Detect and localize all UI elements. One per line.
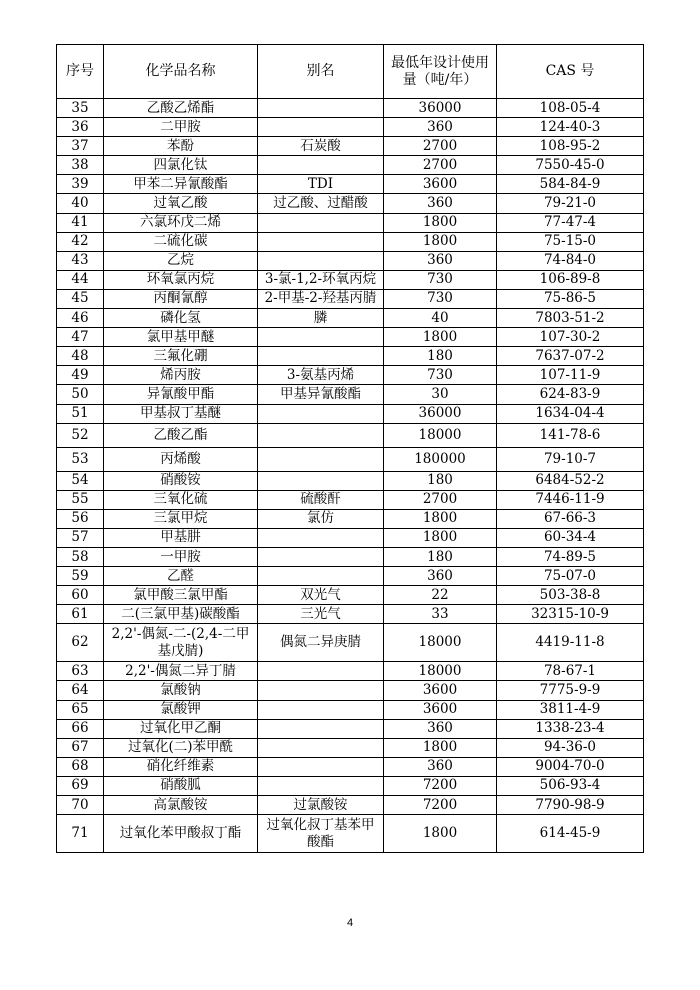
table-row [57, 547, 644, 566]
cell-min-usage: 1800 [384, 815, 497, 853]
cell-alias [258, 681, 384, 700]
cell-chemical-name: 2,2'-偶氮-二-(2,4-二甲基戊腈) [104, 624, 258, 662]
cell-chemical-name: 苯酚 [104, 137, 258, 156]
table-row [57, 681, 644, 700]
cell-min-usage: 730 [384, 366, 497, 385]
table-row [57, 232, 644, 251]
cell-chemical-name: 乙醛 [104, 567, 258, 586]
cell-alias [258, 776, 384, 795]
cell-index: 53 [57, 447, 104, 471]
table-row [57, 423, 644, 447]
cell-alias: 氯仿 [258, 509, 384, 528]
cell-index: 45 [57, 289, 104, 308]
cell-chemical-name: 过氧化甲乙酮 [104, 719, 258, 738]
table-row [57, 757, 644, 776]
cell-index: 35 [57, 99, 104, 118]
cell-chemical-name: 烯丙胺 [104, 366, 258, 385]
cell-cas: 108-95-2 [497, 137, 644, 156]
cell-alias [258, 662, 384, 681]
cell-min-usage: 22 [384, 586, 497, 605]
cell-chemical-name: 高氯酸铵 [104, 796, 258, 815]
cell-cas: 107-30-2 [497, 328, 644, 347]
cell-min-usage: 2700 [384, 137, 497, 156]
table-row [57, 796, 644, 815]
cell-cas: 67-66-3 [497, 509, 644, 528]
cell-cas: 60-34-4 [497, 528, 644, 547]
table-row [57, 404, 644, 423]
cell-alias: 三光气 [258, 605, 384, 624]
table-row [57, 251, 644, 270]
cell-index: 60 [57, 586, 104, 605]
table-row [57, 385, 644, 404]
cell-index: 40 [57, 194, 104, 213]
header-cas: CAS 号 [497, 45, 644, 99]
cell-index: 38 [57, 156, 104, 175]
table-row [57, 586, 644, 605]
table-row [57, 471, 644, 490]
cell-alias [258, 213, 384, 232]
cell-alias [258, 528, 384, 547]
cell-cas: 7775-9-9 [497, 681, 644, 700]
cell-cas: 584-84-9 [497, 175, 644, 194]
cell-cas: 7790-98-9 [497, 796, 644, 815]
table-row [57, 567, 644, 586]
table-row [57, 194, 644, 213]
cell-min-usage: 2700 [384, 156, 497, 175]
cell-cas: 141-78-6 [497, 423, 644, 447]
table-row [57, 289, 644, 308]
cell-chemical-name: 甲基叔丁基醚 [104, 404, 258, 423]
table-row [57, 213, 644, 232]
cell-alias: 甲基异氰酸酯 [258, 385, 384, 404]
cell-chemical-name: 异氰酸甲酯 [104, 385, 258, 404]
cell-index: 51 [57, 404, 104, 423]
cell-cas: 506-93-4 [497, 776, 644, 795]
cell-cas: 3811-4-9 [497, 700, 644, 719]
cell-alias [258, 447, 384, 471]
cell-alias [258, 757, 384, 776]
cell-cas: 74-84-0 [497, 251, 644, 270]
table-row [57, 605, 644, 624]
cell-cas: 1634-04-4 [497, 404, 644, 423]
cell-cas: 75-07-0 [497, 567, 644, 586]
cell-index: 49 [57, 366, 104, 385]
cell-cas: 124-40-3 [497, 118, 644, 137]
cell-chemical-name: 氯甲基甲醚 [104, 328, 258, 347]
cell-cas: 7550-45-0 [497, 156, 644, 175]
cell-index: 46 [57, 309, 104, 328]
page-number: 4 [346, 917, 354, 929]
cell-alias: 3-氯-1,2-环氧丙烷 [258, 270, 384, 289]
table-row [57, 175, 644, 194]
cell-min-usage: 180 [384, 471, 497, 490]
table-row [57, 118, 644, 137]
cell-min-usage: 33 [384, 605, 497, 624]
cell-cas: 107-11-9 [497, 366, 644, 385]
cell-index: 61 [57, 605, 104, 624]
cell-alias [258, 328, 384, 347]
cell-min-usage: 3600 [384, 681, 497, 700]
cell-index: 63 [57, 662, 104, 681]
cell-min-usage: 1800 [384, 328, 497, 347]
cell-chemical-name: 三氧化硫 [104, 490, 258, 509]
cell-min-usage: 18000 [384, 624, 497, 662]
cell-chemical-name: 硝酸胍 [104, 776, 258, 795]
cell-index: 64 [57, 681, 104, 700]
cell-cas: 75-86-5 [497, 289, 644, 308]
table-row [57, 738, 644, 757]
cell-chemical-name: 乙酸乙烯酯 [104, 99, 258, 118]
cell-alias: TDI [258, 175, 384, 194]
table-row [57, 528, 644, 547]
cell-alias [258, 99, 384, 118]
table-row [57, 719, 644, 738]
cell-min-usage: 180 [384, 347, 497, 366]
cell-index: 44 [57, 270, 104, 289]
cell-min-usage: 180 [384, 547, 497, 566]
table-row [57, 366, 644, 385]
cell-min-usage: 1800 [384, 738, 497, 757]
cell-chemical-name: 乙酸乙酯 [104, 423, 258, 447]
table-row [57, 447, 644, 471]
cell-cas: 79-21-0 [497, 194, 644, 213]
cell-min-usage: 7200 [384, 776, 497, 795]
cell-index: 69 [57, 776, 104, 795]
cell-min-usage: 360 [384, 719, 497, 738]
cell-index: 37 [57, 137, 104, 156]
cell-alias: 2-甲基-2-羟基丙腈 [258, 289, 384, 308]
cell-alias: 3-氨基丙烯 [258, 366, 384, 385]
cell-chemical-name: 丙烯酸 [104, 447, 258, 471]
cell-index: 58 [57, 547, 104, 566]
cell-chemical-name: 2,2'-偶氮二异丁腈 [104, 662, 258, 681]
cell-index: 41 [57, 213, 104, 232]
cell-index: 57 [57, 528, 104, 547]
cell-min-usage: 730 [384, 289, 497, 308]
cell-chemical-name: 二硫化碳 [104, 232, 258, 251]
cell-index: 68 [57, 757, 104, 776]
cell-min-usage: 30 [384, 385, 497, 404]
table-row [57, 270, 644, 289]
cell-alias [258, 347, 384, 366]
cell-cas: 624-83-9 [497, 385, 644, 404]
cell-index: 62 [57, 624, 104, 662]
cell-index: 59 [57, 567, 104, 586]
cell-alias [258, 156, 384, 175]
cell-alias: 过氧化叔丁基苯甲酸酯 [258, 815, 384, 853]
table-row [57, 624, 644, 662]
cell-cas: 78-67-1 [497, 662, 644, 681]
table-row [57, 99, 644, 118]
cell-index: 66 [57, 719, 104, 738]
cell-min-usage: 360 [384, 194, 497, 213]
cell-index: 70 [57, 796, 104, 815]
cell-index: 54 [57, 471, 104, 490]
cell-alias: 双光气 [258, 586, 384, 605]
table-row [57, 490, 644, 509]
cell-min-usage: 36000 [384, 99, 497, 118]
cell-cas: 614-45-9 [497, 815, 644, 853]
cell-chemical-name: 三氯甲烷 [104, 509, 258, 528]
cell-min-usage: 360 [384, 757, 497, 776]
cell-index: 36 [57, 118, 104, 137]
header-chemical-name: 化学品名称 [104, 45, 258, 99]
cell-chemical-name: 四氯化钛 [104, 156, 258, 175]
cell-cas: 32315-10-9 [497, 605, 644, 624]
cell-index: 65 [57, 700, 104, 719]
cell-chemical-name: 过氧化苯甲酸叔丁酯 [104, 815, 258, 853]
cell-cas: 1338-23-4 [497, 719, 644, 738]
table-row [57, 700, 644, 719]
cell-cas: 7637-07-2 [497, 347, 644, 366]
cell-chemical-name: 甲苯二异氰酸酯 [104, 175, 258, 194]
table-row [57, 815, 644, 853]
cell-alias [258, 251, 384, 270]
cell-index: 39 [57, 175, 104, 194]
cell-chemical-name: 丙酮氰醇 [104, 289, 258, 308]
table-row [57, 137, 644, 156]
cell-alias [258, 567, 384, 586]
cell-min-usage: 360 [384, 251, 497, 270]
cell-chemical-name: 过氧乙酸 [104, 194, 258, 213]
cell-min-usage: 18000 [384, 662, 497, 681]
cell-index: 55 [57, 490, 104, 509]
cell-min-usage: 7200 [384, 796, 497, 815]
cell-cas: 77-47-4 [497, 213, 644, 232]
cell-alias [258, 471, 384, 490]
cell-min-usage: 1800 [384, 232, 497, 251]
cell-chemical-name: 磷化氢 [104, 309, 258, 328]
cell-index: 42 [57, 232, 104, 251]
cell-alias [258, 547, 384, 566]
cell-cas: 106-89-8 [497, 270, 644, 289]
cell-cas: 7446-11-9 [497, 490, 644, 509]
table-row [57, 156, 644, 175]
cell-chemical-name: 三氟化硼 [104, 347, 258, 366]
cell-index: 48 [57, 347, 104, 366]
header-min-usage: 最低年设计使用量（吨/年） [384, 45, 497, 99]
cell-min-usage: 1800 [384, 528, 497, 547]
cell-chemical-name: 一甲胺 [104, 547, 258, 566]
table-row [57, 328, 644, 347]
cell-alias [258, 423, 384, 447]
table-row [57, 347, 644, 366]
cell-alias: 过乙酸、过醋酸 [258, 194, 384, 213]
cell-cas: 4419-11-8 [497, 624, 644, 662]
cell-index: 43 [57, 251, 104, 270]
cell-chemical-name: 六氯环戊二烯 [104, 213, 258, 232]
cell-index: 71 [57, 815, 104, 853]
cell-chemical-name: 过氧化(二)苯甲酰 [104, 738, 258, 757]
cell-chemical-name: 硝化纤维素 [104, 757, 258, 776]
cell-alias: 偶氮二异庚腈 [258, 624, 384, 662]
cell-chemical-name: 二甲胺 [104, 118, 258, 137]
cell-alias: 膦 [258, 309, 384, 328]
cell-chemical-name: 氯甲酸三氯甲酯 [104, 586, 258, 605]
cell-alias [258, 700, 384, 719]
cell-min-usage: 1800 [384, 213, 497, 232]
cell-cas: 94-36-0 [497, 738, 644, 757]
cell-min-usage: 180000 [384, 447, 497, 471]
cell-alias [258, 118, 384, 137]
cell-min-usage: 3600 [384, 700, 497, 719]
cell-min-usage: 360 [384, 118, 497, 137]
cell-alias [258, 404, 384, 423]
cell-chemical-name: 甲基肼 [104, 528, 258, 547]
cell-cas: 6484-52-2 [497, 471, 644, 490]
cell-cas: 79-10-7 [497, 447, 644, 471]
cell-min-usage: 18000 [384, 423, 497, 447]
cell-alias: 硫酸酐 [258, 490, 384, 509]
cell-alias: 过氯酸铵 [258, 796, 384, 815]
cell-alias [258, 719, 384, 738]
cell-chemical-name: 环氧氯丙烷 [104, 270, 258, 289]
header-index: 序号 [57, 45, 104, 99]
header-alias: 别名 [258, 45, 384, 99]
cell-cas: 503-38-8 [497, 586, 644, 605]
cell-chemical-name: 乙烷 [104, 251, 258, 270]
cell-index: 52 [57, 423, 104, 447]
cell-min-usage: 3600 [384, 175, 497, 194]
cell-min-usage: 2700 [384, 490, 497, 509]
cell-alias [258, 738, 384, 757]
cell-min-usage: 1800 [384, 509, 497, 528]
cell-alias [258, 232, 384, 251]
table-body [57, 99, 644, 853]
table-row [57, 776, 644, 795]
cell-cas: 9004-70-0 [497, 757, 644, 776]
cell-min-usage: 730 [384, 270, 497, 289]
cell-index: 56 [57, 509, 104, 528]
cell-chemical-name: 硝酸铵 [104, 471, 258, 490]
table-row [57, 309, 644, 328]
table-row [57, 509, 644, 528]
table-row [57, 662, 644, 681]
cell-chemical-name: 氯酸钾 [104, 700, 258, 719]
cell-alias: 石炭酸 [258, 137, 384, 156]
cell-chemical-name: 二(三氯甲基)碳酸酯 [104, 605, 258, 624]
cell-index: 50 [57, 385, 104, 404]
cell-min-usage: 360 [384, 567, 497, 586]
chemical-table [56, 44, 644, 853]
header-row [57, 45, 644, 99]
cell-cas: 75-15-0 [497, 232, 644, 251]
cell-index: 67 [57, 738, 104, 757]
cell-min-usage: 36000 [384, 404, 497, 423]
cell-cas: 74-89-5 [497, 547, 644, 566]
cell-chemical-name: 氯酸钠 [104, 681, 258, 700]
cell-index: 47 [57, 328, 104, 347]
cell-min-usage: 40 [384, 309, 497, 328]
cell-cas: 7803-51-2 [497, 309, 644, 328]
cell-cas: 108-05-4 [497, 99, 644, 118]
